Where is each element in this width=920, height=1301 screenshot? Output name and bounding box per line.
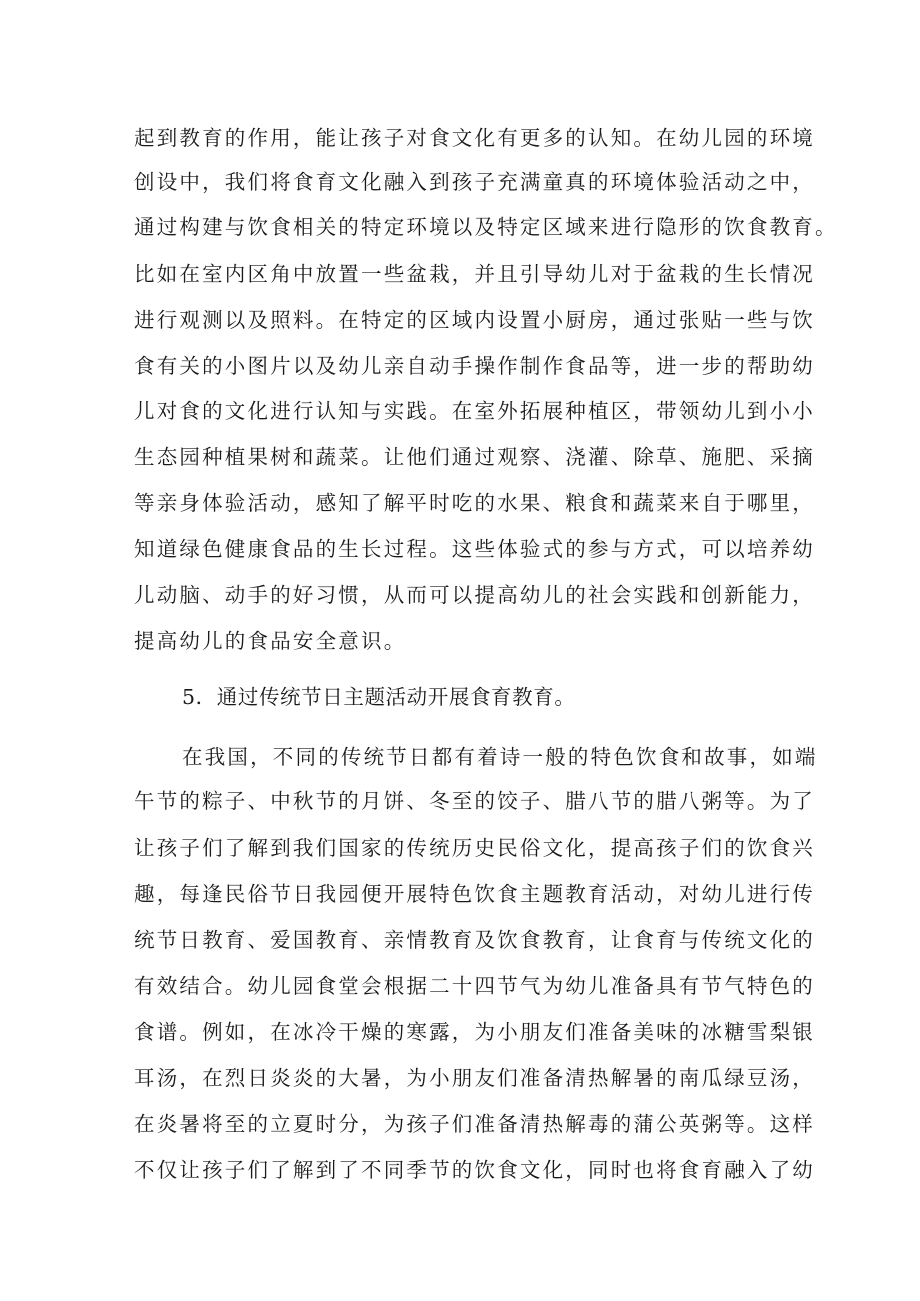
body-text-line: 趣，每逢民俗节日我园便开展特色饮食主题教育活动，对幼儿进行传 — [134, 882, 815, 906]
body-text-line: 提高幼儿的食品安全意识。 — [134, 629, 407, 653]
body-text-line: 有效结合。幼儿园食堂会根据二十四节气为幼儿准备具有节气特色的 — [134, 974, 815, 998]
body-text-line: 知道绿色健康食品的生长过程。这些体验式的参与方式，可以培养幼 — [134, 537, 815, 561]
body-text-line: 不仅让孩子们了解到了不同季节的饮食文化，同时也将食育融入了幼 — [134, 1158, 815, 1182]
body-text-line: 创设中，我们将食育文化融入到孩子充满童真的环境体验活动之中， — [134, 170, 815, 194]
section-heading: 5．通过传统节日主题活动开展食育教育。 — [182, 685, 576, 709]
body-text-line: 午节的粽子、中秋节的月饼、冬至的饺子、腊八节的腊八粥等。为了 — [134, 789, 815, 813]
body-text-line: 比如在室内区角中放置一些盆栽，并且引导幼儿对于盆栽的生长情况 — [134, 262, 815, 286]
body-text-line: 等亲身体验活动，感知了解平时吃的水果、粮食和蔬菜来自于哪里， — [134, 491, 815, 515]
body-text-line: 食有关的小图片以及幼儿亲自动手操作制作食品等，进一步的帮助幼 — [134, 354, 815, 378]
body-text-line: 儿对食的文化进行认知与实践。在室外拓展种植区，带领幼儿到小小 — [134, 399, 815, 423]
body-text-line: 让孩子们了解到我们国家的传统历史民俗文化，提高孩子们的饮食兴 — [134, 836, 815, 860]
body-text-line: 在炎暑将至的立夏时分，为孩子们准备清热解毒的蒲公英粥等。这样 — [134, 1112, 815, 1136]
body-text-line: 进行观测以及照料。在特定的区域内设置小厨房，通过张贴一些与饮 — [134, 308, 815, 332]
body-text-line: 生态园种植果树和蔬菜。让他们通过观察、浇灌、除草、施肥、采摘 — [134, 445, 815, 469]
body-text-line: 统节日教育、爱国教育、亲情教育及饮食教育，让食育与传统文化的 — [134, 928, 815, 952]
body-text-line: 起到教育的作用，能让孩子对食文化有更多的认知。在幼儿园的环境 — [134, 126, 815, 150]
body-text-line: 食谱。例如，在冰冷干燥的寒露，为小朋友们准备美味的冰糖雪梨银 — [134, 1020, 815, 1044]
paragraph-first-line: 在我国，不同的传统节日都有着诗一般的特色饮食和故事，如端 — [182, 745, 818, 769]
body-text-line: 通过构建与饮食相关的特定环境以及特定区域来进行隐形的饮食教育。 — [134, 215, 838, 239]
body-text-line: 儿动脑、动手的好习惯，从而可以提高幼儿的社会实践和创新能力， — [134, 583, 815, 607]
body-text-line: 耳汤，在烈日炎炎的大暑，为小朋友们准备清热解暑的南瓜绿豆汤， — [134, 1066, 815, 1090]
